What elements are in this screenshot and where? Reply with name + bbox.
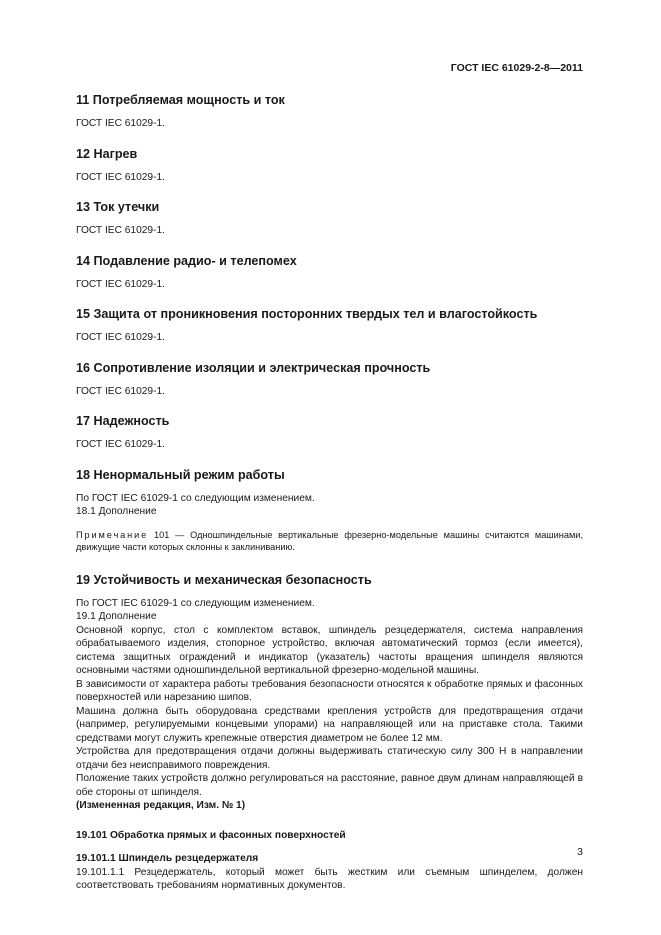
section-title: 15 Защита от проникновения посторонних твердых тел и влагостойкость xyxy=(76,307,538,321)
paragraph: Основной корпус, стол с комплектом вставок, шпиндель резцедержателя, система направления обрабатываемого изделия, стопорное устройство, включая автоматический тормоз (если имеется), система защитных ограждений и индикатор (указатель) частоты вращения шпинделя являются основными частями одношпиндельной вертикальной фрезерно-модельной машины. xyxy=(76,624,583,676)
section-19 xyxy=(76,572,583,893)
paragraph: Машина должна быть оборудована средствами крепления устройств для предотвращения отдачи (например, регулируемыми концевыми упорами) на направляющей или на приставке стола. Такими средствами могут служить крепежные отверстия диаметром не более 12 мм. xyxy=(76,705,583,744)
section-17 xyxy=(76,413,583,452)
section-title: 18 Ненормальный режим работы xyxy=(76,467,285,482)
section-12 xyxy=(76,146,583,185)
paragraph: 19.101.1.1 Резцедержатель, который может быть жестким или съемным шпинделем, должен соответствовать требованиям нормативных документов. xyxy=(76,866,583,891)
document-body xyxy=(76,92,583,908)
paragraph: В зависимости от характера работы требования безопасности относятся к обработке прямых и фасонных поверхностей или нарезанию шипов. xyxy=(76,678,583,703)
section-15 xyxy=(76,306,583,345)
section-title: 19 Устойчивость и механическая безопасность xyxy=(76,572,372,587)
section-text: По ГОСТ IEC 61029-1 со следующим изменением. xyxy=(76,597,315,609)
paragraph: Устройства для предотвращения отдачи должны выдерживать статическую силу 300 Н в направлении отдачи без неисправимого повреждения. xyxy=(76,746,583,771)
paragraph: Положение таких устройств должно регулироваться на расстояние, равное двум длинам направляющей в обе стороны от шпинделя. xyxy=(76,773,583,798)
subsection-title: 19.101.1 Шпиндель резцедержателя xyxy=(76,853,259,864)
section-ref: ГОСТ IEC 61029-1. xyxy=(76,171,165,183)
section-ref: ГОСТ IEC 61029-1. xyxy=(76,278,165,290)
section-14 xyxy=(76,253,583,292)
note xyxy=(76,529,583,554)
section-ref: ГОСТ IEC 61029-1. xyxy=(76,332,165,343)
section-title: 16 Сопротивление изоляции и электрическая прочность xyxy=(76,360,431,375)
section-title: 17 Надежность xyxy=(76,414,170,428)
subsection-title: 19.101 Обработка прямых и фасонных поверхностей xyxy=(76,829,346,841)
section-18 xyxy=(76,467,583,554)
section-title: 14 Подавление радио- и телепомех xyxy=(76,253,297,268)
section-text: 19.1 Дополнение xyxy=(76,611,157,622)
section-13 xyxy=(76,199,583,238)
section-title: 11 Потребляемая мощность и ток xyxy=(76,93,285,107)
document-header: ГОСТ IEC 61029-2-8—2011 xyxy=(450,62,583,74)
section-text: По ГОСТ IEC 61029-1 со следующим изменением. xyxy=(76,492,315,504)
section-16 xyxy=(76,360,583,399)
section-title: 12 Нагрев xyxy=(76,146,138,161)
section-ref: ГОСТ IEC 61029-1. xyxy=(76,225,165,236)
note-label: Примечание xyxy=(76,529,149,540)
section-ref: ГОСТ IEC 61029-1. xyxy=(76,439,165,450)
note-text: 101 — Одношпиндельные вертикальные фрезерно-модельные машины считаются машинами, движущие части которых склонны к заклиниванию. xyxy=(76,529,583,552)
revision-note: (Измененная редакция, Изм. № 1) xyxy=(76,800,246,811)
section-ref: ГОСТ IEC 61029-1. xyxy=(76,118,165,129)
section-text: 18.1 Дополнение xyxy=(76,506,157,517)
page-number: 3 xyxy=(577,846,583,858)
section-ref: ГОСТ IEC 61029-1. xyxy=(76,385,165,397)
section-11 xyxy=(76,92,583,131)
section-title: 13 Ток утечки xyxy=(76,200,160,214)
